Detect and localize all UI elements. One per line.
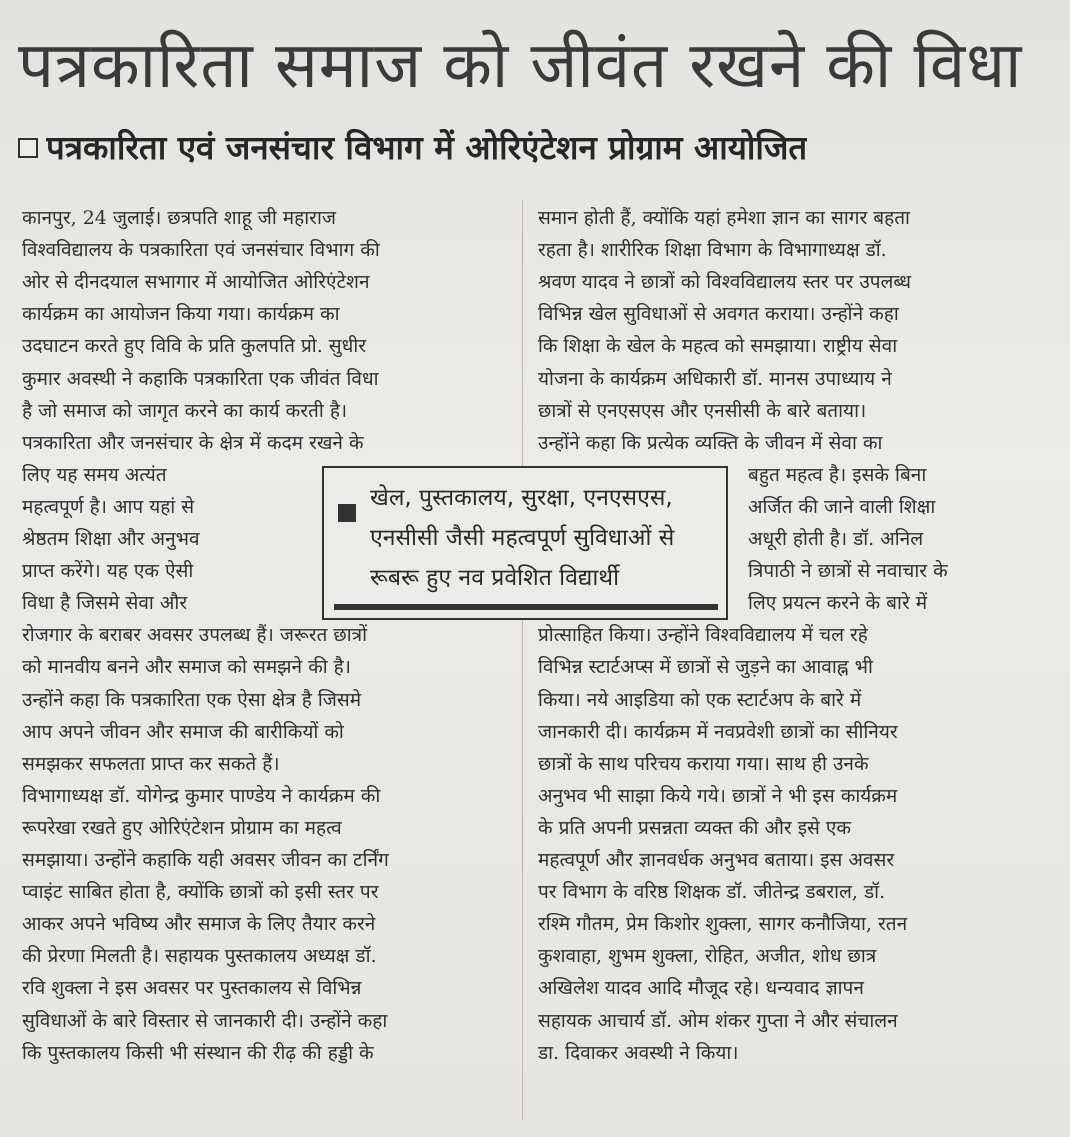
article-line: अधूरी होती है। डॉ. अनिल: [748, 528, 924, 550]
square-bullet-icon: [18, 138, 38, 158]
article-line: विश्वविद्यालय के पत्रकारिता एवं जनसंचार विभाग की: [22, 239, 380, 262]
article-line: कानपुर, 24 जुलाई। छत्रपति शाहू जी महाराज: [22, 207, 336, 229]
headline: पत्रकारिता समाज को जीवंत रखने की विधा: [18, 29, 1023, 103]
article-line: के प्रति अपनी प्रसन्नता व्यक्त की और इसे एक: [538, 816, 852, 839]
article-line: उन्होंने कहा कि पत्रकारिता एक ऐसा क्षेत्र है जिसमे: [22, 688, 362, 711]
article-line: श्रेष्ठतम शिक्षा और अनुभव: [22, 528, 200, 550]
article-line: छात्रों के साथ परिचय कराया गया। साथ ही उनके: [538, 752, 869, 775]
callout-line: रूबरू हुए नव प्रवेशित विद्यार्थी: [370, 565, 620, 591]
article-line: विभिन्न खेल सुविधाओं से अवगत कराया। उन्होंने कहा: [538, 303, 899, 326]
article-line: योजना के कार्यक्रम अधिकारी डॉ. मानस उपाध्याय ने: [538, 367, 892, 390]
article-line: महत्वपूर्ण है। आप यहां से: [22, 495, 195, 518]
article-line: किया। नये आइडिया को एक स्टार्टअप के बारे में: [538, 688, 862, 711]
article-line: ओर से दीनदयाल सभागार में आयोजित ओरिएंटेशन: [22, 271, 370, 294]
article-line: रवि शुक्ला ने इस अवसर पर पुस्तकालय से विभिन्न: [22, 977, 362, 1000]
article-line: विभिन्न स्टार्टअप्स में छात्रों से जुड़ने का आवाह्न भी: [538, 656, 873, 679]
article-line: कार्यक्रम का आयोजन किया गया। कार्यक्रम का: [22, 303, 340, 326]
article-line: है जो समाज को जागृत करने का कार्य करती है।: [22, 399, 348, 422]
article-line: रोजगार के बराबर अवसर उपलब्ध हैं। जरूरत छात्रों: [22, 624, 368, 647]
article-line: उदघाटन करते हुए विवि के प्रति कुलपति प्रो. सुधीर: [22, 335, 367, 358]
article-line: समझाया। उन्होंने कहाकि यही अवसर जीवन का टर्निंग: [22, 849, 389, 871]
article-line: कुशवाहा, शुभम शुक्ला, रोहित, अजीत, शोध छात्र: [538, 945, 877, 968]
article-line: आकर अपने भविष्य और समाज के लिए तैयार करने: [22, 913, 376, 936]
article-line: त्रिपाठी ने छात्रों से नवाचार के: [748, 560, 948, 583]
callout-underline-bar: [334, 604, 718, 610]
article-line: लिए प्रयत्न करने के बारे में: [748, 592, 928, 615]
article-line: कि शिक्षा के खेल के महत्व को समझाया। राष्ट्रीय सेवा: [538, 335, 898, 358]
article-line: छात्रों से एनएसएस और एनसीसी के बारे बताया।: [538, 399, 867, 422]
article-line: जानकारी दी। कार्यक्रम में नवप्रवेशी छात्रों का सीनियर: [538, 720, 898, 743]
article-line: अखिलेश यादव आदि मौजूद रहे। धन्यवाद ज्ञापन: [538, 977, 864, 1000]
subheadline-row: [18, 122, 1052, 174]
article-line: लिए यह समय अत्यंत: [22, 463, 167, 486]
article-line: पर विभाग के वरिष्ठ शिक्षक डॉ. जीतेन्द्र डबराल, डॉ.: [538, 881, 886, 904]
article-line: अर्जित की जाने वाली शिक्षा: [748, 495, 936, 518]
article-line: समान होती हैं, क्योंकि यहां हमेशा ज्ञान का सागर बहता: [538, 207, 910, 229]
square-bullet-icon: [338, 504, 356, 522]
article-line: की प्रेरणा मिलती है। सहायक पुस्तकालय अध्यक्ष डॉ.: [22, 945, 377, 968]
article-line: विधा है जिसमे सेवा और: [22, 592, 188, 615]
article-line: प्वाइंट साबित होता है, क्योंकि छात्रों को इसी स्तर पर: [22, 881, 379, 904]
article-line: पत्रकारिता और जनसंचार के क्षेत्र में कदम रखने के: [22, 431, 364, 454]
article-line: सहायक आचार्य डॉ. ओम शंकर गुप्ता ने और संचालन: [538, 1009, 898, 1032]
article-line: रश्मि गौतम, प्रेम किशोर शुक्ला, सागर कनौजिया, रतन: [538, 913, 908, 936]
article-line: उन्होंने कहा कि प्रत्येक व्यक्ति के जीवन में सेवा का: [538, 431, 883, 454]
article-line: अनुभव भी साझा किये गये। छात्रों ने भी इस कार्यक्रम: [538, 784, 898, 807]
callout-line: एनसीसी जैसी महत्वपूर्ण सुविधाओं से: [370, 525, 675, 551]
callout-box: [322, 466, 728, 620]
article-line: विभागाध्यक्ष डॉ. योगेन्द्र कुमार पाण्डेय ने कार्यक्रम की: [22, 784, 381, 807]
article-line: महत्वपूर्ण और ज्ञानवर्धक अनुभव बताया। इस अवसर: [538, 849, 895, 871]
article-line: आप अपने जीवन और समाज की बारीकियों को: [22, 720, 344, 743]
column-divider: [522, 200, 523, 1120]
article-line: रहता है। शारीरिक शिक्षा विभाग के विभागाध्यक्ष डॉ.: [538, 239, 887, 262]
article-line: प्रोत्साहित किया। उन्होंने विश्वविद्यालय में चल रहे: [538, 624, 868, 647]
article-line: कि पुस्तकालय किसी भी संस्थान की रीढ़ की हड्डी के: [22, 1041, 374, 1064]
article-line: बहुत महत्व है। इसके बिना: [748, 463, 927, 486]
article-line: डा. दिवाकर अवस्थी ने किया।: [538, 1041, 739, 1064]
article-line: सुविधाओं के बारे विस्तार से जानकारी दी। उन्होंने कहा: [22, 1009, 388, 1032]
article-line: समझकर सफलता प्राप्त कर सकते हैं।: [22, 752, 280, 775]
article-line: प्राप्त करेंगे। यह एक ऐसी: [22, 560, 194, 583]
article-line: को मानवीय बनने और समाज को समझने की है।: [22, 656, 351, 679]
article-line: रूपरेखा रखते हुए ओरिएंटेशन प्रोग्राम का महत्व: [22, 816, 342, 839]
article-line: कुमार अवस्थी ने कहाकि पत्रकारिता एक जीवंत विधा: [22, 367, 379, 390]
callout-line: खेल, पुस्तकालय, सुरक्षा, एनएसएस,: [370, 485, 673, 511]
article-line: श्रवण यादव ने छात्रों को विश्वविद्यालय स्तर पर उपलब्ध: [538, 271, 912, 294]
subheadline: पत्रकारिता एवं जनसंचार विभाग में ओरिएंटेशन प्रोग्राम आयोजित: [46, 128, 808, 167]
